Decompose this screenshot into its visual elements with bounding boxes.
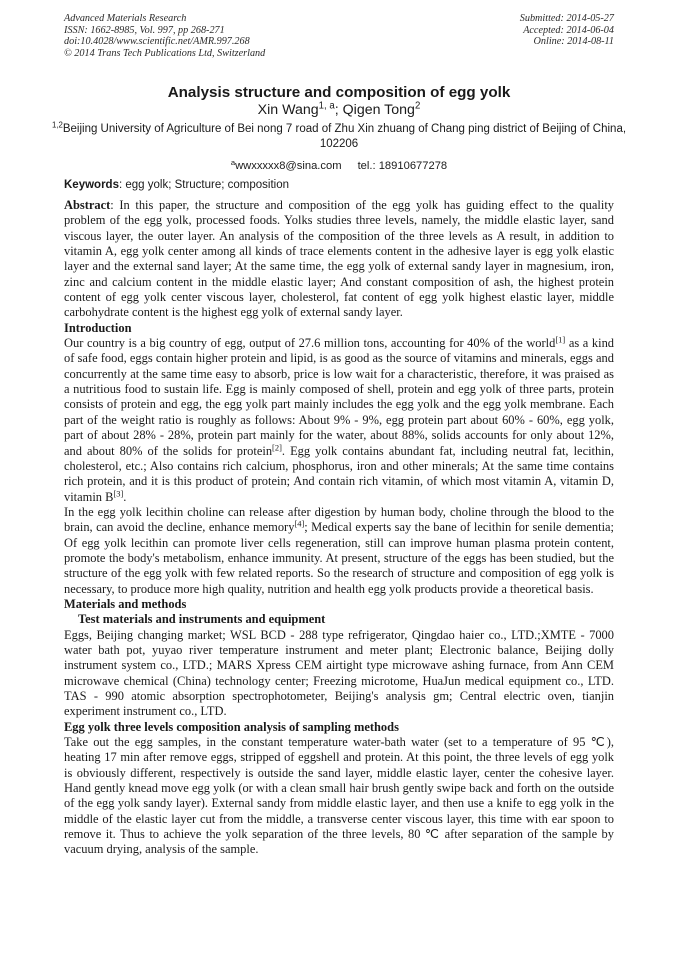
contact-line (40, 159, 638, 173)
telephone: tel.: 18910677278 (357, 160, 448, 172)
affiliation (40, 122, 638, 152)
author-superscript: 1, a (318, 100, 335, 112)
journal-info (64, 13, 265, 59)
journal-doi: doi:10.4028/www.scientific.net/AMR.997.268 (64, 36, 250, 47)
abstract-text: : In this paper, the structure and composition of the egg yolk has guiding effect to the quality problem of the egg yolk, processed foods. Yolks studies three levels, namely, the middle elastic layer, sand viscous layer, the outer layer. An analysis of the composition of the three levels as A result, in addition to vitamin A, egg yolk center among all kinds of trace elements content in the adhesive layer is egg yolk elastic layer and the external sand layer; At the same time, the egg yolk of external sandy layer in magnesium, iron, zinc and calcium content in the middle elastic layer; And constant composition of ash, the highest protein content of egg yolk center viscous layer, cholesterol, fat content of egg yolk highest elastic layer, middle carbohydrate content is the highest egg yolk of external sandy layer. (64, 198, 614, 320)
methods-paragraph: Eggs, Beijing changing market; WSL BCD - 288 type refrigerator, Qingdao haier co., LTD.;XMTE - 7000 water bath pot, yuyao river temperature instrument and meter plant; Electronic balance, Beijing dolly instrument system co., LTD.; MARS Xpress CEM airtight type microwave ashing furnace, from Ann CEM microwave chemical (China) technology center; Freezing microtome, HuaJun medical equipment co., LTD. TAS - 990 atomic absorption spectrophotometer, Beijing's analysis gm; Central electric oven, tianjin experiment instrument co., LTD. (64, 627, 614, 719)
author-separator: ; (334, 102, 343, 118)
author-name: Qigen Tong (342, 102, 415, 118)
affiliation-superscript: 1,2 (51, 120, 63, 130)
accepted-date: Accepted: 2014-06-04 (523, 24, 614, 36)
affiliation-text: Beijing University of Agriculture of Bei nong 7 road of Zhu Xin zhuang of Chang ping district of Beijing of China, 102206 (62, 123, 627, 150)
journal-copyright: © 2014 Trans Tech Publications Ltd, Switzerland (64, 47, 266, 59)
methods-subheading: Test materials and instruments and equipment (78, 612, 326, 627)
submitted-date: Submitted: 2014-05-27 (519, 13, 614, 24)
introduction-paragraph: In the egg yolk lecithin choline can release after digestion by human body, choline through the blood to the brain, can avoid the decline, enhance memory[4]; Medical experts say the bane of lecithin for senile dementia; Of egg yolk lecithin can promote liver cells regeneration, still can improve human plasma protein content, promote the body's metabolism, enhance immunity. At present, structure of the eggs has been studied, but the structure of the egg yolk with few related reports. So the research of structure and composition of egg yolk is necessary, to produce more high quality, nutrition and health egg yolk products provide a theoretical basis. (64, 504, 614, 596)
title-block (40, 84, 638, 173)
author-list (40, 102, 638, 119)
email-address: wwxxxxx8@sina.com (235, 160, 342, 172)
sampling-paragraph: Take out the egg samples, in the constant temperature water-bath water (set to a temperature of 95 ℃), heating 17 min after remove eggs, stripped of eggshell and protein. At this point, the three levels of egg yolk is obviously different, respectively is outside the sand layer, middle elastic layer, center the cohesive layer. Hand gently knead move egg yolk (or with a clean small hair brush gently swipe back and forth on the outside of the egg yolk sandy layer). External sandy from middle elastic layer, and then use a knife to egg yolk in the middle of the elastic layer cut from the middle, a transverse center viscous layer, this time with ear spoon to remove it. Thus to achieve the yolk separation of the three levels, 80 ℃ after separation of the sample by vacuum drying, analysis of the sample. (64, 735, 614, 857)
abstract (64, 198, 614, 321)
introduction-heading: Introduction (64, 320, 132, 335)
abstract-label: Abstract (64, 198, 111, 212)
keywords-text: : egg yolk; Structure; composition (118, 179, 289, 191)
keywords (64, 178, 618, 192)
journal-name: Advanced Materials Research (64, 13, 187, 24)
journal-issn: ISSN: 1662-8985, Vol. 997, pp 268-271 (64, 24, 225, 36)
introduction-paragraph: Our country is a big country of egg, output of 27.6 million tons, accounting for 40% of the world[1] as a kind of safe food, eggs contain higher protein and lipid, is as good as the source of vitamins and minerals, eggs and concurrently at the same time easy to absorb, price is low wait for a characteristic, therefore, it was praised as a nutritious food to sustain life. Egg is mainly composed of shell, protein and egg yolk of three parts, protein consists of protein and egg, the egg yolk part mainly includes the egg yolk and the egg yolk membrane. Each part of the weight ratio is roughly as follows: About 9% - 9%, egg protein part about 60% - 60%, egg yolk, part of about 28% - 28%, protein part mainly for the water, about 88%, solids accounts for only about 12%, and about 80% of the solids for protein[2]. Egg yolk contains abundant fat, including neutral fat, lecithin, cholesterol, etc.; Also contains rich calcium, phosphorus, iron and other minerals; At the same time contains rich protein, and it is this product of protein; And contain rich vitamin, of which most vitamin A, vitamin D, vitamin B[3]. (64, 334, 615, 504)
sampling-heading: Egg yolk three levels composition analysis of sampling methods (64, 719, 399, 734)
methods-heading: Materials and methods (64, 596, 187, 611)
email-superscript: a (230, 157, 236, 167)
author-name: Xin Wang (257, 102, 319, 118)
author-superscript: 2 (414, 100, 421, 112)
paper-title: Analysis structure and composition of egg yolk (167, 84, 511, 101)
citation: [2] (272, 441, 282, 452)
keywords-label: Keywords (64, 179, 119, 191)
publication-dates (520, 13, 614, 48)
citation: [4] (294, 518, 305, 529)
citation: [3] (113, 487, 124, 498)
citation: [1] (555, 334, 566, 345)
paper-body (64, 198, 614, 858)
online-date: Online: 2014-08-11 (533, 36, 614, 47)
